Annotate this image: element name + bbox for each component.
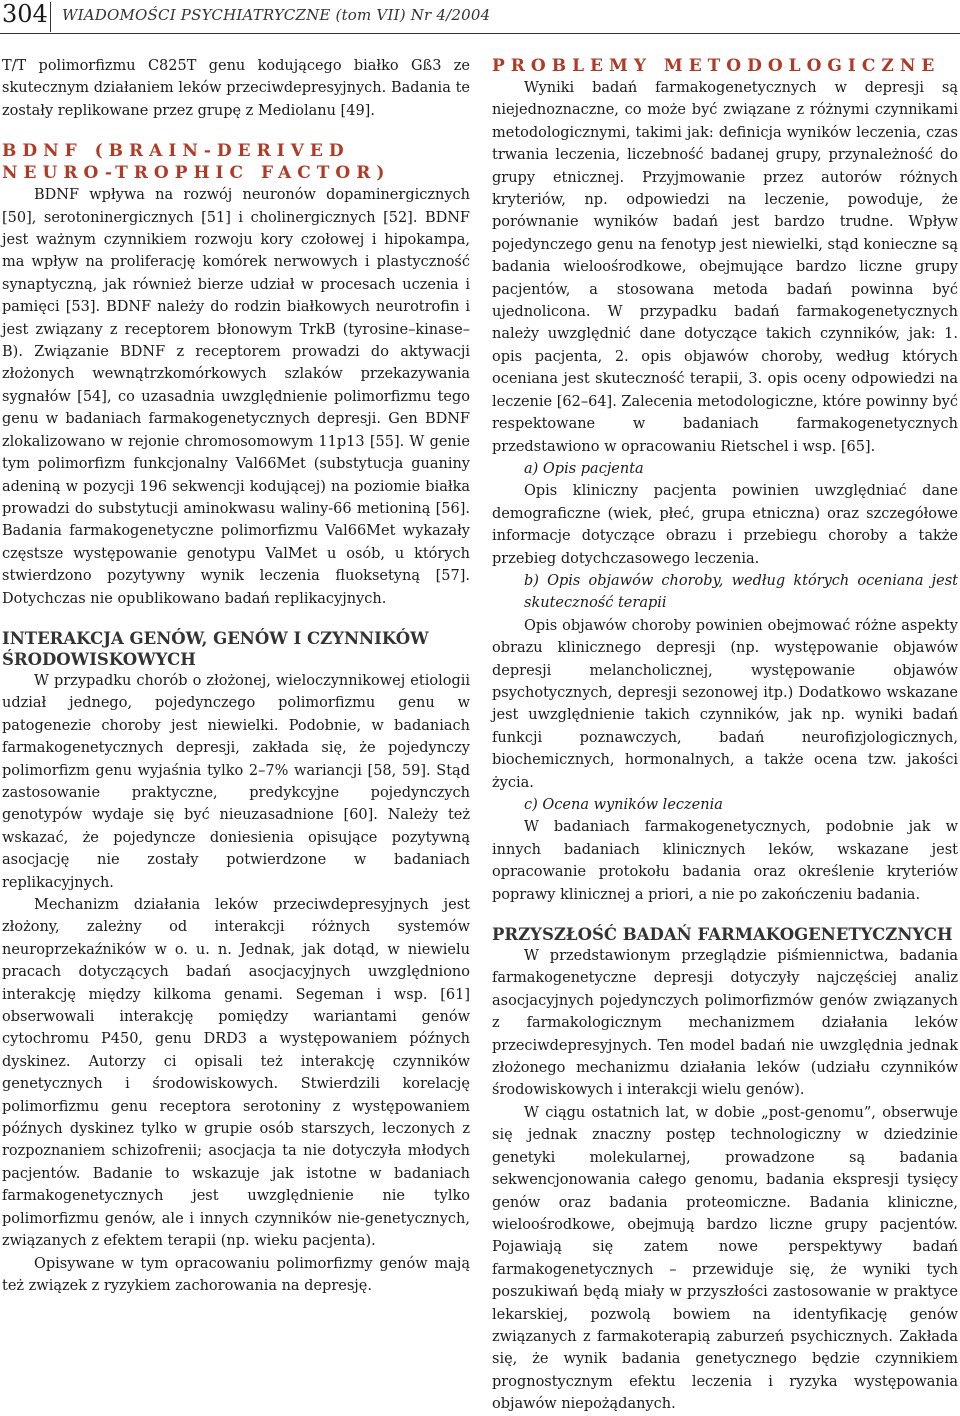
left-column <box>2 55 470 1297</box>
paragraph-przyszlosc-2: W ciągu ostatnich lat, w dobie „post-genomu”, obserwuje się jednak znaczny postęp technologiczny w dziedzinie genetyki molekularnej, prowadzone są badania sekwencjonowania całego genomu, badania ekspresji tysięcy genów oraz badania proteomiczne. Badania kliniczne, wieloośrodkowe, obejmują bardzo liczne grupy pacjentów. Pojawiają się zatem nowe perspektywy badań farmakogenetycznych – przewiduje się, że wyniki tych poszukiwań będą miały w przyszłości zastosowanie w praktyce lekarskiej, pozwolą bowiem na identyfikację genów związanych z farmakoterapią zaburzeń psychicznych. Zakłada się, że wynik badania genetycznego będzie czynnikiem prognostycznym efektu leczenia i ryzyka występowania objawów niepożądanych. <box>492 1104 958 1413</box>
paragraph-bdnf: BDNF wpływa na rozwój neuronów dopaminergicznych [50], serotoninergicznych [51] i cholinergicznych [52]. BDNF jest ważnym czynnikiem rozwoju kory czołowej i hipokampa, ma wpływ na proliferację komórek nerwowych i plastyczność synaptyczną, jak również bierze udział w procesach uczenia i pamięci [53]. BDNF należy do rodzin białkowych neurotrofin i jest związany z receptorem błonowym TrkB (tyrosine–kinase–B). Związanie BDNF z receptorem prowadzi do aktywacji złożonych wewnątrzkomórkowych szlaków przekazywania sygnałów [54], co uzasadnia uwzględnienie polimorfizmu tego genu w badaniach farmakogenetycznych depresji. Gen BDNF zlokalizowano w rejonie chromosomowym 11p13 [55]. W genie tym polimorfizm funkcjonalny Val66Met (substytucja guaniny adeniną w pozycji 196 sekwencji kodującej) na poziomie białka prowadzi do substytucji aminokwasu waliny-66 metioniną [56]. Badania farmakogenetyczne polimorfizmu Val66Met wykazały częstsze występowanie genotypu ValMet u osób, u których stwierdzono pozytywny wynik leczenia fluoksetyną [57]. Dotychczas nie opublikowano badań replikacyjnych. <box>2 187 470 607</box>
header-divider <box>50 2 51 32</box>
paragraph-opis-objawow: Opis objawów choroby powinien obejmować różne aspekty obrazu klinicznego depresji (np. występowanie objawów depresji melancholicznej, występowanie objawów psychotycznych, depresji sezonowej itp.) Dodatkowo wskazane jest uwzględnienie takich czynników, jak np. wyniki badań funkcji poznawczych, badań neurofizjologicznych, biochemicznych, hormonalnych, a także ocena tzw. jakości życia. <box>492 617 958 791</box>
paragraph-interakcja-3: Opisywane w tym opracowaniu polimorfizmy genów mają też związek z ryzykiem zachorowania na depresję. <box>2 1255 470 1294</box>
subheading-opis-pacjenta: a) Opis pacjenta <box>524 460 644 477</box>
right-column <box>492 55 958 1416</box>
paragraph-przyszlosc-1: W przedstawionym przeglądzie piśmiennictwa, badania farmakogenetyczne depresji dotyczyły najczęściej analiz asocjacyjnych pojedynczych polimorfizmów genów związanych z farmakologicznym mechanizmem działania leków przeciwdepresyjnych. Ten model badań nie uwzględnia jednak złożonego mechanizmu działania leków (udziału czynników środowiskowych i interakcji wielu genów). <box>492 948 958 1099</box>
running-title: WIADOMOŚCI PSYCHIATRYCZNE (tom VII) Nr 4/2004 <box>62 6 491 24</box>
header-rule <box>0 33 960 34</box>
paragraph-interakcja-1: W przypadku chorób o złożonej, wieloczynnikowej etiologii udział jednego, pojedynczego polimorfizmu genu w patogenezie choroby jest niewielki. Podobnie, w badaniach farmakogenetycznych depresji, zakłada się, że pojedynczy polimorfizm genu wyjaśnia tylko 2–7% wariancji [58, 59]. Stąd zastosowanie praktyczne, predykcyjne pojedynczych genotypów wydaje się być nieuzasadnione [60]. Należy też wskazać, że pojedyncze doniesienia opisujące pozytywną asocjację nie zostały potwierdzone w badaniach replikacyjnych. <box>2 672 470 891</box>
paragraph-opis-pacjenta: Opis kliniczny pacjenta powinien uwzględniać dane demograficzne (wiek, płeć, grupa etniczna) oraz szczegółowe informacje dotyczące obrazu i przebiegu choroby a także przebieg dotychczasowego leczenia. <box>492 483 958 567</box>
page-header <box>0 0 960 44</box>
paragraph-interakcja-2: Mechanizm działania leków przeciwdepresyjnych jest złożony, zależny od interakcji różnych systemów neuroprzekaźników w o. u. n. Jednak, jak dotąd, w niewielu pracach dotyczących badań asocjacyjnych uwzględniono interakcję między kilkoma genami. Segeman i wsp. [61] obserwowali interakcję pomiędzy wariantami genów cytochromu P450, genu DRD3 a występowaniem późnych dyskinez. Autorzy ci opisali też interakcję czynników genetycznych i środowiskowych. Stwierdzili korelację polimorfizmu genu receptora serotoniny z występowaniem późnych dyskinez tylko w grupie osób starszych, leczonych z rozpoznaniem schizofrenii; asocjacja ta nie dotyczyła młodych pacjentów. Badanie to wskazuje jak istotne w badaniach farmakogenetycznych jest uwzględnienie nie tylko polimorfizmu genów, ale i innych czynników nie-genetycznych, związanych z efektem terapii (np. wieku pacjenta). <box>2 897 470 1250</box>
section-heading-interakcja: INTERAKCJA GENÓW, GENÓW I CZYNNIKÓW ŚRODOWISKOWYCH <box>2 628 429 669</box>
section-heading-bdnf: BDNF (BRAIN-DERIVED NEURO-TROPHIC FACTOR) <box>2 141 391 184</box>
paragraph-ocena-wynikow: W badaniach farmakogenetycznych, podobnie jak w innych badaniach klinicznych leków, wskazane jest opracowanie protokołu badania oraz określenie kryteriów poprawy klinicznej a priori, a nie po zakończeniu badania. <box>492 819 958 903</box>
subheading-ocena-wynikow: c) Ocena wyników leczenia <box>524 797 723 813</box>
paragraph-problemy: Wyniki badań farmakogenetycznych w depresji są niejednoznaczne, co może być związane z różnymi czynnikami metodologicznymi, takimi jak: definicja wyników leczenia, czas trwania leczenia, liczebność badanej grupy, przynależność do grupy etnicznej. Przyjmowanie przez autorów różnych kryteriów, np. odpowiedzi na leczenie, powoduje, że porównanie wyników badań jest bardzo trudne. Wpływ pojedynczego genu na fenotyp jest niewielki, stąd konieczne są badania wieloośrodkowe, obejmujące bardzo liczne grupy pacjentów, a stosowana metoda badań powinna być ujednolicona. W przypadku badań farmakogenetycznych należy uwzględnić dane dotyczące takich czynników, jak: 1. opis pacjenta, 2. opis objawów choroby, według których oceniana jest skuteczność terapii, 3. opis oceny odpowiedzi na leczenie [62–64]. Zalecenia metodologiczne, które powinny być respektowane w badaniach farmakogenetycznych przedstawiono w opracowaniu Rietschel i wsp. [65]. <box>492 80 958 455</box>
section-heading-przyszlosc: PRZYSZŁOŚĆ BADAŃ FARMAKOGENETYCZNYCH <box>492 925 953 945</box>
page-number: 304 <box>2 0 48 28</box>
subheading-opis-objawow: b) Opis objawów choroby, według których oceniana jest skuteczność terapii <box>524 572 958 612</box>
paragraph-gbeta3: T/T polimorfizmu C825T genu kodującego białko Gß3 ze skutecznym działaniem leków przeciwdepresyjnych. Badania te zostały replikowane przez grupę z Mediolanu [49]. <box>2 58 470 119</box>
section-heading-problemy: PROBLEMY METODOLOGICZNE <box>492 56 941 76</box>
